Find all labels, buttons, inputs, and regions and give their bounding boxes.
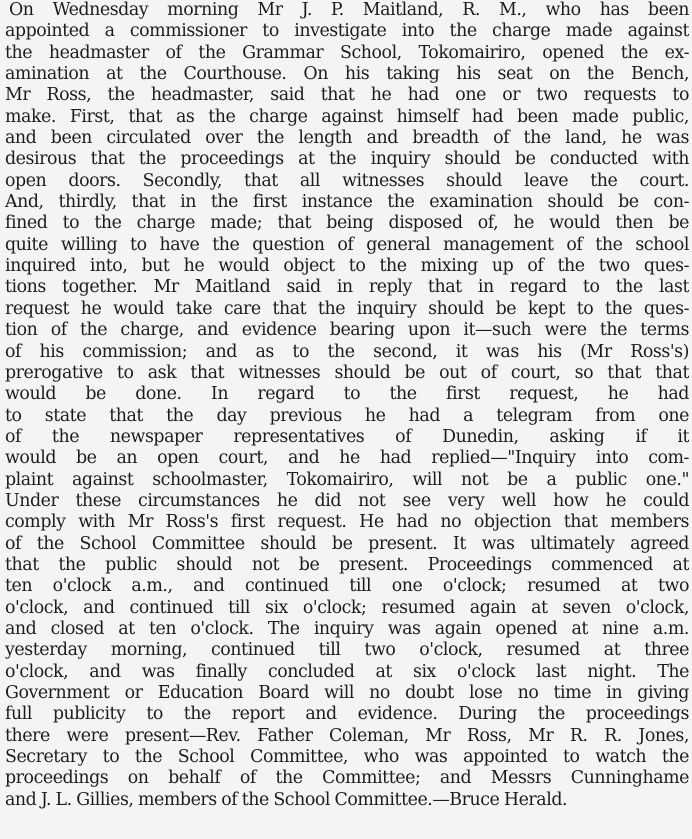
article-line: there were present—Rev. Father Coleman, Mr Ross, Mr R. R. Jones, [5, 725, 689, 746]
article-line: open doors. Secondly, that all witnesses should leave the court. [5, 170, 689, 191]
article-line: plaint against schoolmaster, Tokomairiro, will not be a public one." [5, 469, 689, 490]
article-line: of his commission; and as to the second, it was his (Mr Ross's) [5, 341, 689, 362]
article-line: to state that the day previous he had a telegram from one [5, 405, 689, 426]
article-line: prerogative to ask that witnesses should be out of court, so that that [5, 362, 689, 383]
article-line: fined to the charge made; that being disposed of, he would then be [5, 213, 689, 234]
article-line: Mr Ross, the headmaster, said that he had one or two requests to [5, 85, 689, 106]
article-line: o'clock, and was finally concluded at six o'clock last night. The [5, 661, 689, 682]
article-line: quite willing to have the question of general management of the school [5, 234, 689, 255]
article-body [5, 0, 689, 811]
article-line: desirous that the proceedings at the inquiry should be conducted with [5, 149, 689, 170]
article-line: And, thirdly, that in the first instance the examination should be con- [5, 192, 689, 213]
article-line: comply with Mr Ross's first request. He had no objection that members [5, 512, 689, 533]
article-line: full publicity to the report and evidence. During the proceedings [5, 704, 689, 725]
article-line: tions together. Mr Maitland said in reply that in regard to the last [5, 277, 689, 298]
article-line: make. First, that as the charge against himself had been made public, [5, 106, 689, 127]
article-line: the headmaster of the Grammar School, Tokomairiro, opened the ex- [5, 42, 689, 63]
article-line: and closed at ten o'clock. The inquiry was again opened at nine a.m. [5, 618, 689, 639]
article-line: would be done. In regard to the first request, he had [5, 384, 689, 405]
article-line: yesterday morning, continued till two o'clock, resumed at three [5, 640, 689, 661]
article-line: of the newspaper representatives of Dunedin, asking if it [5, 426, 689, 447]
article-line: On Wednesday morning Mr J. P. Maitland, R. M., who has been [9, 0, 689, 20]
article-line: request he would take care that the inquiry should be kept to the ques- [5, 298, 689, 319]
article-line: Secretary to the School Committee, who was appointed to watch the [5, 747, 689, 768]
article-line: of the School Committee should be present. It was ultimately agreed [5, 533, 689, 554]
article-line: amination at the Courthouse. On his taking his seat on the Bench, [5, 64, 689, 85]
article-line: appointed a commissioner to investigate into the charge made against [5, 21, 689, 42]
article-line: Under these circumstances he did not see very well how he could [5, 490, 689, 511]
article-line-signature: and J. L. Gillies, members of the School Committee.—Bruce Herald. [5, 789, 568, 810]
article-line: and been circulated over the length and breadth of the land, he was [5, 128, 689, 149]
article-line: would be an open court, and he had replied—"Inquiry into com- [5, 448, 689, 469]
article-line: proceedings on behalf of the Committee; and Messrs Cunninghame [5, 768, 689, 789]
article-line: Government or Education Board will no doubt lose no time in giving [5, 683, 689, 703]
article-line: tion of the charge, and evidence bearing upon it—such were the terms [5, 320, 689, 341]
article-line: that the public should not be present. Proceedings commenced at [5, 554, 689, 575]
article-line: inquired into, but he would object to the mixing up of the two ques- [5, 256, 689, 277]
article-line: ten o'clock a.m., and continued till one o'clock; resumed at two [5, 576, 689, 597]
article-line: o'clock, and continued till six o'clock; resumed again at seven o'clock, [5, 597, 689, 618]
